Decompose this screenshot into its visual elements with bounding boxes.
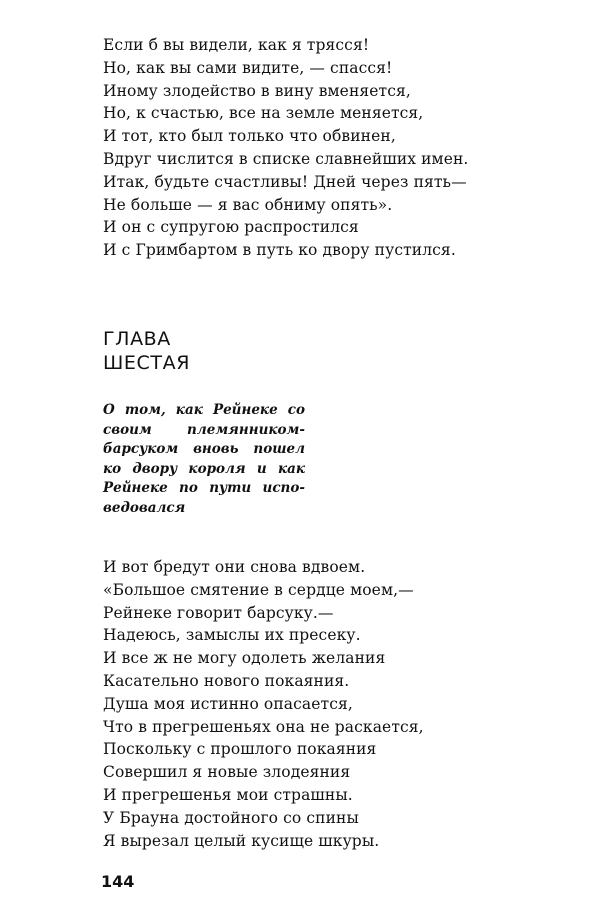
verse-line: Что в прегрешеньях она не раскается, bbox=[103, 717, 424, 736]
verse-line: Я вырезал целый кусище шкуры. bbox=[103, 831, 380, 850]
verse-line: Но, к счастью, все на земле меняется, bbox=[103, 104, 424, 123]
verse-line: И с Гримбартом в путь ко двору пустился. bbox=[103, 241, 456, 260]
verse-line: Итак, будьте счастливы! Дней через пять— bbox=[103, 172, 467, 191]
verse-line: Совершил я новые злодеяния bbox=[103, 763, 351, 782]
verse-line: И тот, кто был только что обвинен, bbox=[103, 127, 396, 146]
verse-line: И вот бредут они снова вдвоем. bbox=[103, 558, 366, 576]
poem-stanza-bottom bbox=[103, 556, 424, 852]
verse-line: У Брауна достойного со спины bbox=[103, 808, 359, 827]
page-number: 144 bbox=[101, 872, 135, 891]
verse-line: Рейнеке говорит барсуку.— bbox=[103, 603, 334, 622]
chapter-heading bbox=[103, 327, 190, 375]
verse-line: Но, как вы сами видите, — спасся! bbox=[103, 58, 393, 77]
verse-line: Не больше — я вас обниму опять». bbox=[103, 195, 393, 214]
verse-line: Поскольку с прошлого покаяния bbox=[103, 740, 377, 759]
verse-line: И он с супругою распростился bbox=[103, 218, 359, 237]
verse-line: Надеюсь, замыслы их пресеку. bbox=[103, 626, 361, 645]
chapter-summary: О том, как Рейнеке со своим племянником-барсуком вновь пошел ко двору короля и как Рейнеке по пути исповедовался bbox=[103, 402, 305, 516]
verse-line: Если б вы видели, как я трясся! bbox=[103, 36, 370, 54]
chapter-heading-line2: ШЕСТАЯ bbox=[103, 352, 190, 374]
verse-line: Вдруг числится в списке славнейших имен. bbox=[103, 149, 469, 168]
verse-line: Касательно нового покаяния. bbox=[103, 671, 350, 690]
verse-line: И прегрешенья мои страшны. bbox=[103, 785, 353, 804]
verse-line: «Большое смятение в сердце моем,— bbox=[103, 580, 414, 599]
verse-line: Душа моя истинно опасается, bbox=[103, 694, 353, 713]
poem-stanza-top bbox=[103, 34, 468, 262]
verse-line: Иному злодейство в вину вменяется, bbox=[103, 81, 411, 100]
verse-line: И все ж не могу одолеть желания bbox=[103, 649, 386, 668]
chapter-heading-line1: ГЛАВА bbox=[103, 328, 171, 350]
